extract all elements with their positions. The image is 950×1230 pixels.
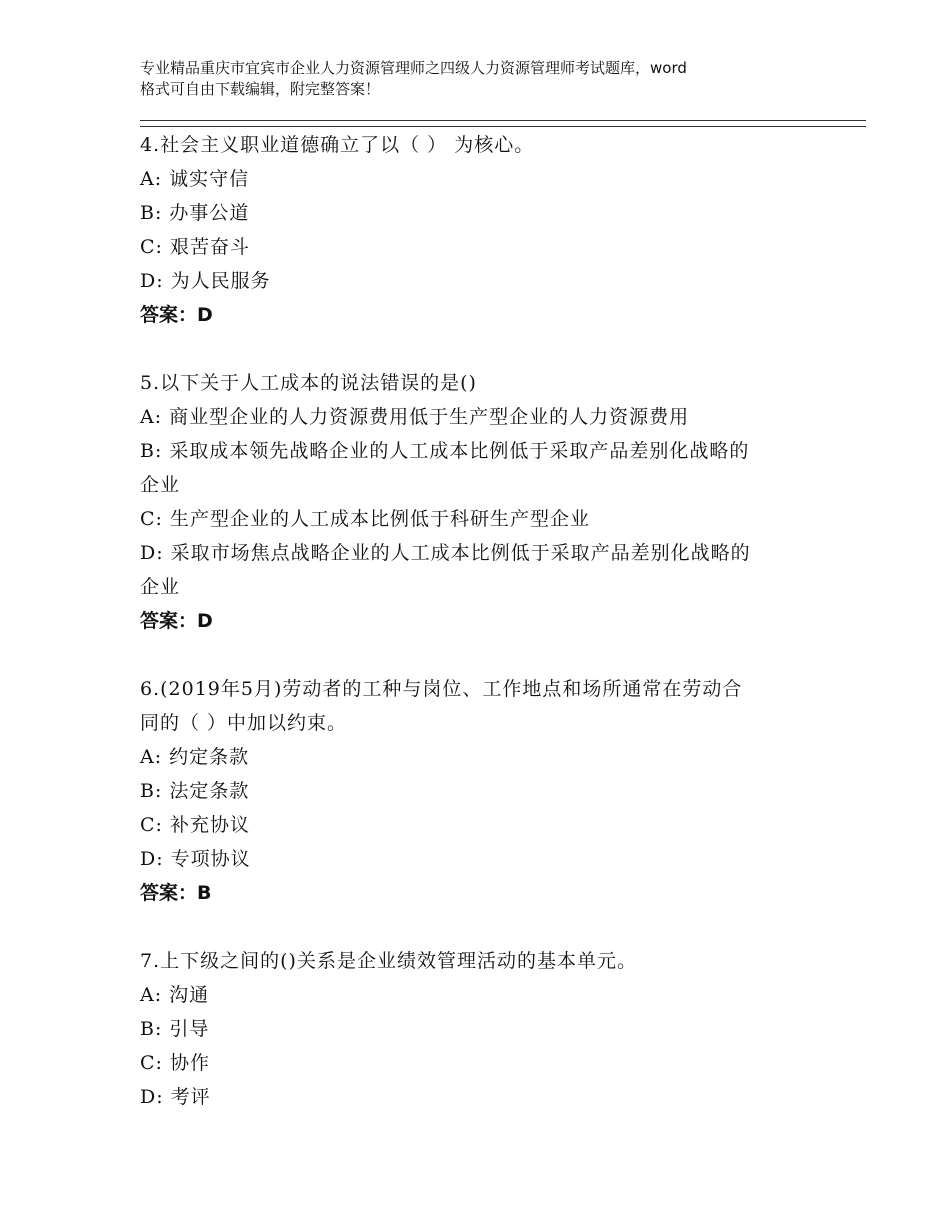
question-6-option-b: B: 法定条款 [140,780,250,802]
question-5-option-d-cont: 企业 [140,576,181,598]
question-7-option-c: C: 协作 [140,1052,210,1074]
question-7-title: 7.上下级之间的()关系是企业绩效管理活动的基本单元。 [140,950,637,972]
question-5 [140,366,840,638]
question-6-option-c: C: 补充协议 [140,814,250,836]
question-7-option-a: A: 沟通 [140,984,210,1006]
question-5-option-c: C: 生产型企业的人工成本比例低于科研生产型企业 [140,508,590,530]
question-4-option-b: B: 办事公道 [140,202,250,224]
spacer [140,910,840,944]
question-5-title: 5.以下关于人工成本的说法错误的是() [140,372,477,394]
question-6-title-line-2: 同的（ ）中加以约束。 [140,712,348,734]
document-header [140,58,830,100]
question-7-option-b: B: 引导 [140,1018,210,1040]
question-6-option-a: A: 约定条款 [140,746,250,768]
question-7 [140,944,840,1114]
spacer [140,332,840,366]
question-5-option-b-cont: 企业 [140,474,181,496]
question-4-title: 4.社会主义职业道德确立了以（ ） 为核心。 [140,134,535,156]
question-4-option-a: A: 诚实守信 [140,168,250,190]
question-5-option-d: D: 采取市场焦点战略企业的人工成本比例低于采取产品差别化战略的 [140,542,751,564]
question-6 [140,672,840,910]
question-4-option-c: C: 艰苦奋斗 [140,236,250,258]
question-4-answer: 答案：D [140,304,213,326]
question-7-option-d: D: 考评 [140,1086,211,1108]
header-line-2: 格式可自由下载编辑，附完整答案！ [140,80,381,98]
question-6-title-line-1: 6.(2019年5月)劳动者的工种与岗位、工作地点和场所通常在劳动合 [140,678,743,700]
question-4 [140,128,840,332]
question-6-answer: 答案：B [140,882,212,904]
header-double-rule [140,120,866,127]
spacer [140,638,840,672]
question-list [140,128,840,1114]
question-6-option-d: D: 专项协议 [140,848,251,870]
question-4-option-d: D: 为人民服务 [140,270,271,292]
question-5-option-b: B: 采取成本领先战略企业的人工成本比例低于采取产品差别化战略的 [140,440,750,462]
header-line-1: 专业精品重庆市宜宾市企业人力资源管理师之四级人力资源管理师考试题库，word [140,59,687,77]
question-5-option-a: A: 商业型企业的人力资源费用低于生产型企业的人力资源费用 [140,406,690,428]
question-5-answer: 答案：D [140,610,213,632]
